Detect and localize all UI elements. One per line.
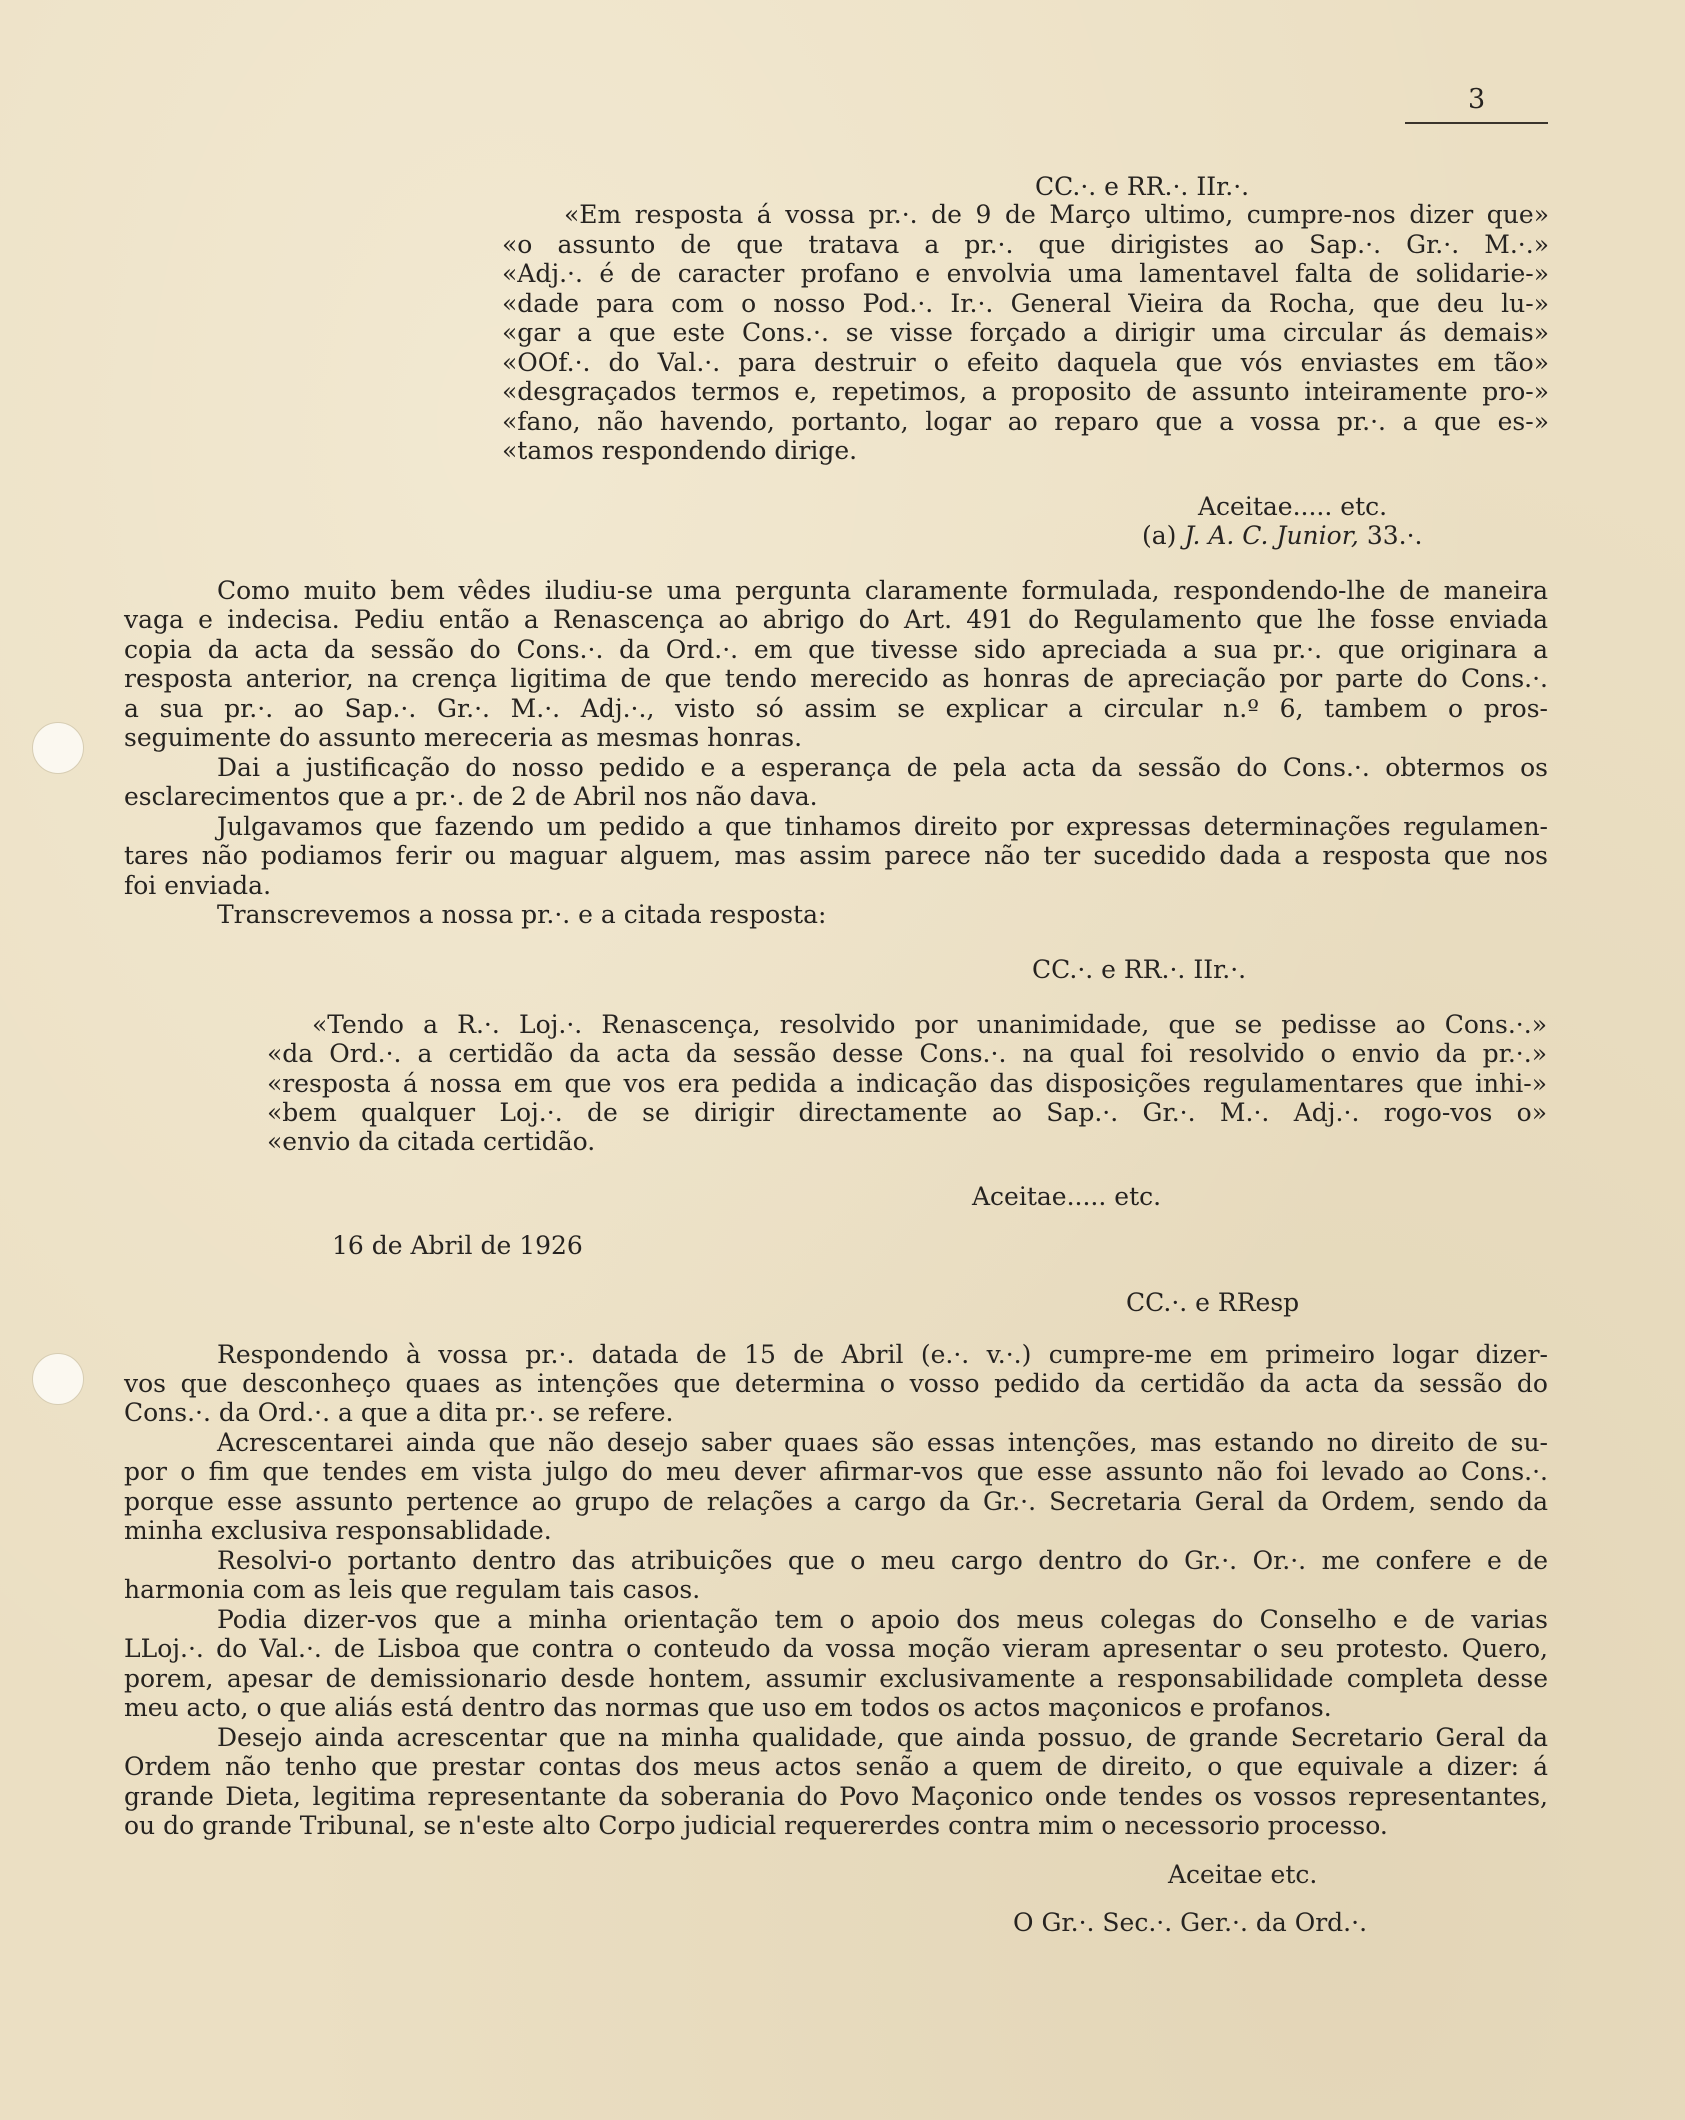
body-line: ou do grande Tribunal, se n'este alto Corpo judicial requererdes contra mim o necessorio processo. [124, 1811, 1388, 1840]
body-line: grande Dieta, legitima representante da soberania do Povo Maçonico onde tendes os vossos representantes, [124, 1782, 1548, 1811]
body-line: porque esse assunto pertence ao grupo de relações a cargo da Gr.·. Secretaria Geral da Ordem, sendo da [124, 1487, 1548, 1516]
letter2-salutation: CC.·. e RR.·. IIr.·. [1032, 955, 1247, 984]
page-number: 3 [1468, 84, 1486, 115]
quote-line: «desgraçados termos e, repetimos, a proposito de assunto inteiramente pro-» [502, 377, 1549, 406]
body-line: meu acto, o que aliás está dentro das normas que uso em todos os actos maçonicos e profanos. [124, 1693, 1332, 1722]
quote-line: «Tendo a R.·. Loj.·. Renascença, resolvido por unanimidade, que se pedisse ao Cons.·.» [312, 1010, 1547, 1039]
body-line: Transcrevemos a nossa pr.·. e a citada resposta: [217, 900, 827, 929]
punch-hole [32, 1353, 84, 1405]
quote-line: «da Ord.·. a certidão da acta da sessão desse Cons.·. na qual foi resolvido o envio da pr.·.» [267, 1039, 1547, 1068]
signature-suffix: 33.·. [1366, 521, 1423, 550]
letter2-date: 16 de Abril de 1926 [332, 1231, 583, 1260]
quote-line: «o assunto de que tratava a pr.·. que dirigistes ao Sap.·. Gr.·. M.·.» [502, 230, 1549, 259]
body-line: a sua pr.·. ao Sap.·. Gr.·. M.·. Adj.·., visto só assim se explicar a circular n.º 6, tambem o pros- [124, 694, 1548, 723]
body-line: Podia dizer-vos que a minha orientação tem o apoio dos meus colegas do Conselho e de varias [217, 1605, 1548, 1634]
body-line: vos que desconheço quaes as intenções que determina o vosso pedido da certidão da acta da sessão do [124, 1369, 1548, 1398]
body-line: Como muito bem vêdes iludiu-se uma pergunta claramente formulada, respondendo-lhe de maneira [217, 576, 1548, 605]
signature-prefix: (a) [1142, 521, 1177, 550]
quote-line: «OOf.·. do Val.·. para destruir o efeito daquela que vós enviastes em tão» [502, 348, 1549, 377]
quote-line: «bem qualquer Loj.·. de se dirigir directamente ao Sap.·. Gr.·. M.·. Adj.·. rogo-vos o» [267, 1098, 1547, 1127]
letter1-signature [1142, 521, 1422, 551]
body-line: Ordem não tenho que prestar contas dos meus actos senão a quem de direito, o que equivale a dizer: á [124, 1752, 1548, 1781]
body-line: por o fim que tendes em vista julgo do meu dever afirmar-vos que esse assunto não foi levado ao Cons.·. [124, 1457, 1548, 1486]
quote-line: «Em resposta á vossa pr.·. de 9 de Março ultimo, cumpre-nos dizer que» [564, 200, 1549, 229]
quote-line: «dade para com o nosso Pod.·. Ir.·. General Vieira da Rocha, que deu lu-» [502, 289, 1549, 318]
letter3-closing: Aceitae etc. [1168, 1860, 1318, 1889]
body-line: Resolvi-o portanto dentro das atribuições que o meu cargo dentro do Gr.·. Or.·. me confere e de [217, 1546, 1548, 1575]
letter2-closing: Aceitae..... etc. [972, 1182, 1162, 1211]
letter1-closing: Aceitae..... etc. [1198, 492, 1388, 521]
body-line: vaga e indecisa. Pediu então a Renascença ao abrigo do Art. 491 do Regulamento que lhe fosse enviada [124, 605, 1548, 634]
body-line: Julgavamos que fazendo um pedido a que tinhamos direito por expressas determinações regulamen- [217, 812, 1548, 841]
body-line: porem, apesar de demissionario desde hontem, assumir exclusivamente a responsabilidade completa desse [124, 1664, 1548, 1693]
quote-line: «Adj.·. é de caracter profano e envolvia uma lamentavel falta de solidarie-» [502, 259, 1549, 288]
body-line: Respondendo à vossa pr.·. datada de 15 de Abril (e.·. v.·.) cumpre-me em primeiro logar dizer- [217, 1340, 1548, 1369]
quote-line: «tamos respondendo dirige. [502, 436, 858, 465]
quote-line: «envio da citada certidão. [267, 1127, 596, 1156]
body-line: minha exclusiva responsablidade. [124, 1516, 552, 1545]
letter3-signature: O Gr.·. Sec.·. Ger.·. da Ord.·. [1013, 1908, 1368, 1937]
page-number-rule [1405, 122, 1548, 124]
body-line: LLoj.·. do Val.·. de Lisboa que contra o conteudo da vossa moção vieram apresentar o seu protesto. Quero, [124, 1634, 1548, 1663]
body-line: Acrescentarei ainda que não desejo saber quaes são essas intenções, mas estando no direito de su- [217, 1428, 1548, 1457]
quote-line: «resposta á nossa em que vos era pedida a indicação das disposições regulamentares que inhi-» [267, 1069, 1547, 1098]
body-line: Dai a justificação do nosso pedido e a esperança de pela acta da sessão do Cons.·. obtermos os [217, 753, 1548, 782]
letter3-salutation: CC.·. e RResp [1126, 1288, 1300, 1317]
body-line: resposta anterior, na crença ligitima de que tendo merecido as honras de apreciação por parte do Cons.·. [124, 664, 1548, 693]
body-line: esclarecimentos que a pr.·. de 2 de Abril nos não dava. [124, 782, 818, 811]
signature-name: J. A. C. Junior, [1184, 521, 1359, 550]
body-line: Desejo ainda acrescentar que na minha qualidade, que ainda possuo, de grande Secretario Geral da [217, 1723, 1548, 1752]
body-line: foi enviada. [124, 871, 272, 900]
body-line: harmonia com as leis que regulam tais casos. [124, 1575, 701, 1604]
letter1-salutation: CC.·. e RR.·. IIr.·. [1035, 172, 1250, 201]
quote-line: «gar a que este Cons.·. se visse forçado a dirigir uma circular ás demais» [502, 318, 1549, 347]
quote-line: «fano, não havendo, portanto, logar ao reparo que a vossa pr.·. a que es-» [502, 407, 1549, 436]
body-line: seguimente do assunto mereceria as mesmas honras. [124, 723, 803, 752]
punch-hole [32, 722, 84, 774]
body-line: Cons.·. da Ord.·. a que a dita pr.·. se refere. [124, 1398, 674, 1427]
body-line: copia da acta da sessão do Cons.·. da Ord.·. em que tivesse sido apreciada a sua pr.·. que originara a [124, 635, 1548, 664]
body-line: tares não podiamos ferir ou maguar alguem, mas assim parece não ter sucedido dada a resposta que nos [124, 841, 1548, 870]
